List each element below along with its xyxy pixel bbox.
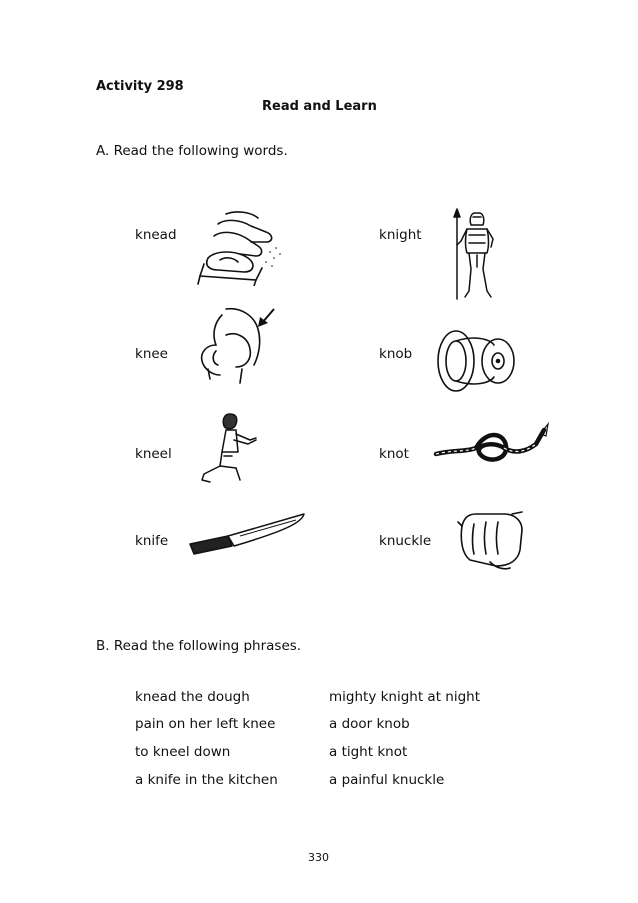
fist-knuckle-icon bbox=[456, 510, 528, 572]
knight-icon bbox=[447, 207, 507, 301]
activity-label: Activity 298 bbox=[96, 79, 184, 94]
phrase-left-1: knead the dough bbox=[135, 689, 250, 705]
word-knight: knight bbox=[379, 227, 422, 243]
word-kneel: kneel bbox=[135, 446, 172, 462]
door-knob-icon bbox=[434, 325, 520, 397]
page-title: Read and Learn bbox=[262, 99, 377, 114]
kneeling-boy-icon bbox=[196, 410, 268, 486]
word-knob: knob bbox=[379, 346, 413, 362]
word-knead: knead bbox=[135, 227, 177, 243]
page-number: 330 bbox=[308, 851, 329, 864]
knife-icon bbox=[188, 510, 308, 558]
phrase-left-2: pain on her left knee bbox=[135, 716, 276, 732]
phrase-right-2: a door knob bbox=[329, 716, 410, 732]
rope-knot-icon bbox=[432, 420, 552, 472]
word-knee: knee bbox=[135, 346, 168, 362]
kneading-hands-icon bbox=[196, 208, 286, 286]
section-b-instruction: B. Read the following phrases. bbox=[96, 638, 302, 654]
knee-icon bbox=[196, 305, 278, 385]
word-knife: knife bbox=[135, 533, 169, 549]
word-knot: knot bbox=[379, 446, 409, 462]
phrase-right-4: a painful knuckle bbox=[329, 772, 445, 788]
section-a-instruction: A. Read the following words. bbox=[96, 143, 288, 159]
phrase-right-3: a tight knot bbox=[329, 744, 408, 760]
word-knuckle: knuckle bbox=[379, 533, 432, 549]
phrase-left-3: to kneel down bbox=[135, 744, 231, 760]
phrase-left-4: a knife in the kitchen bbox=[135, 772, 278, 788]
phrase-right-1: mighty knight at night bbox=[329, 689, 481, 705]
